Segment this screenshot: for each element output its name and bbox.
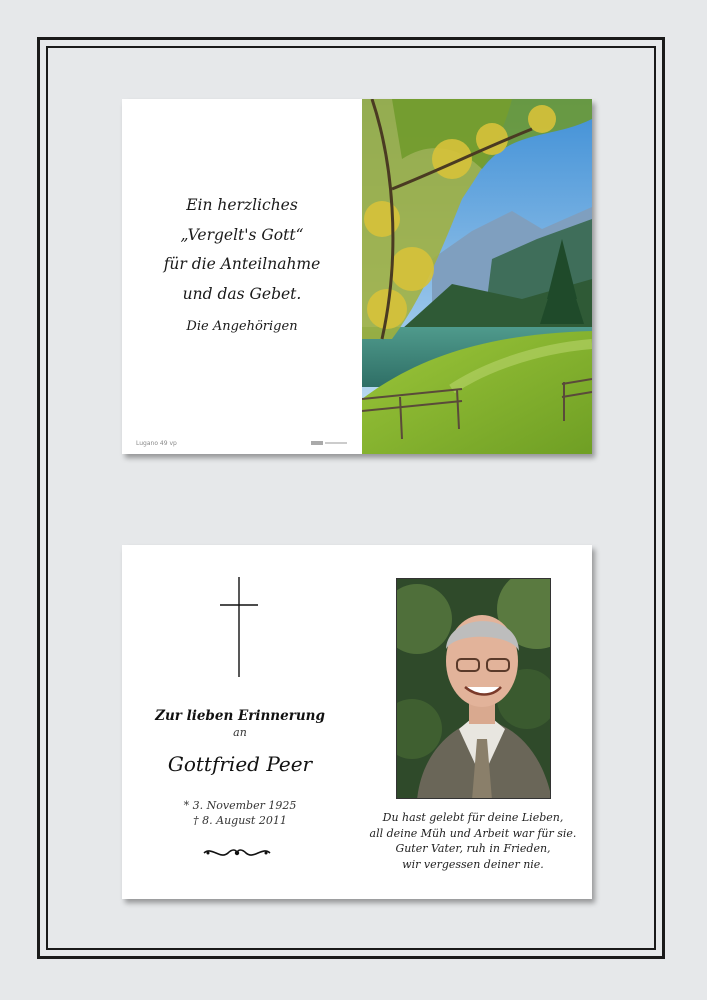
memory-title: Zur lieben Erinnerung bbox=[155, 708, 325, 724]
birth-date: * 3. November 1925 bbox=[183, 799, 297, 812]
memory-subtitle: an bbox=[233, 726, 247, 739]
poem-line: Du hast gelebt für deine Lieben, bbox=[382, 811, 564, 824]
thanks-text bbox=[122, 191, 362, 309]
signature: Die Angehörigen bbox=[186, 319, 298, 334]
thanks-line: Ein herzliches bbox=[186, 196, 298, 214]
thanks-line: „Vergelt's Gott“ bbox=[180, 225, 304, 244]
thank-you-card bbox=[122, 99, 592, 454]
poem-line: all deine Müh und Arbeit war für sie. bbox=[369, 826, 577, 840]
product-code: Lugano 49 vp bbox=[136, 440, 177, 447]
poem-line: Guter Vater, ruh in Frieden, bbox=[395, 842, 551, 855]
memorial-card bbox=[122, 545, 592, 899]
cross-icon bbox=[220, 577, 258, 681]
death-date: † 8. August 2011 bbox=[193, 814, 287, 827]
thanks-line: und das Gebet. bbox=[182, 284, 302, 303]
landscape-image bbox=[362, 99, 592, 454]
deceased-name: Gottfried Peer bbox=[167, 752, 313, 776]
life-dates bbox=[122, 798, 358, 828]
portrait-photo bbox=[396, 578, 551, 799]
publisher-logo bbox=[311, 440, 349, 448]
poem-line: wir vergessen deiner nie. bbox=[402, 857, 544, 871]
thanks-line: für die Anteilnahme bbox=[163, 255, 321, 273]
ornament-icon bbox=[202, 845, 272, 864]
memorial-poem bbox=[354, 810, 592, 872]
